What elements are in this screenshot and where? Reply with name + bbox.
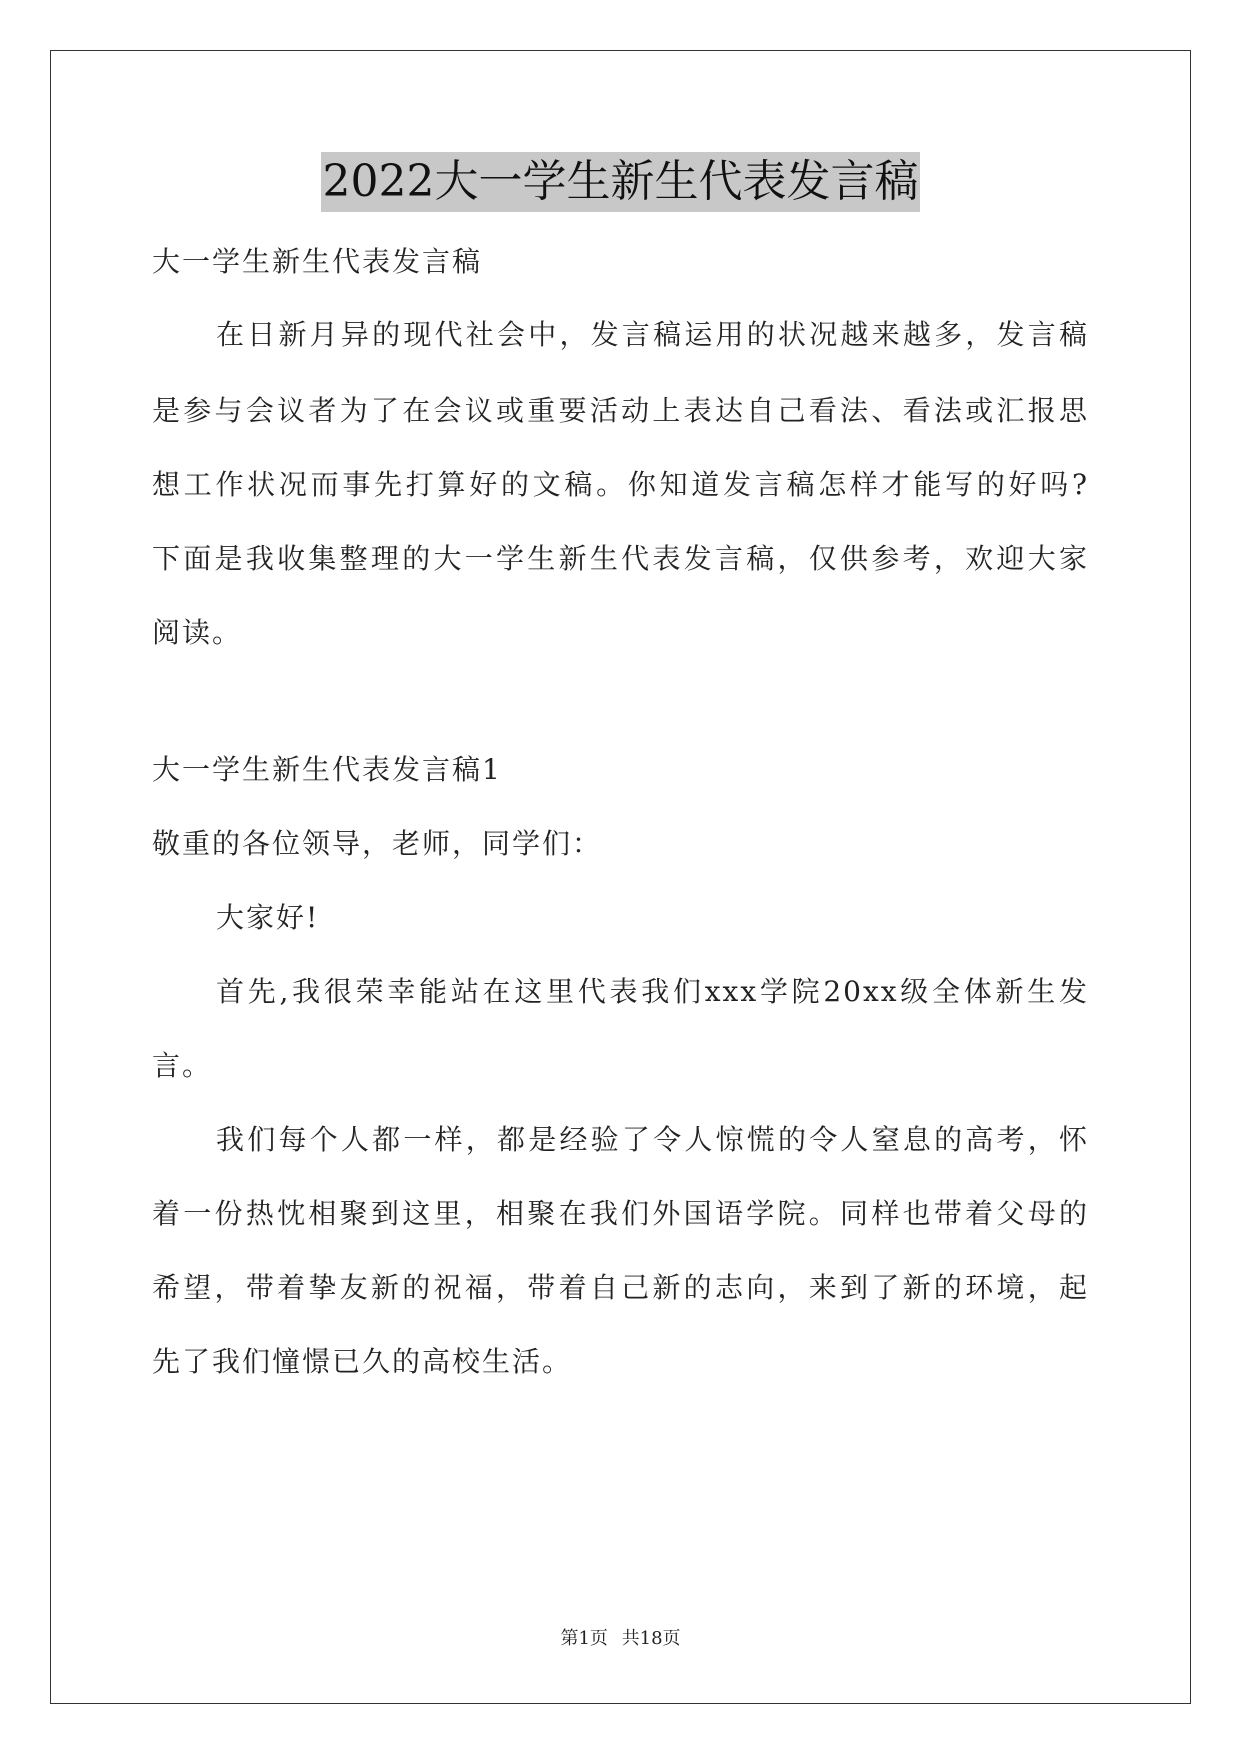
title-container	[0, 152, 1241, 212]
intro-line: 阅读。	[152, 616, 243, 649]
paragraph-line: 希望，带着挚友新的祝福，带着自己新的志向，来到了新的环境，起	[152, 1271, 1089, 1304]
intro-line: 是参与会议者为了在会议或重要活动上表达自己看法、看法或汇报思	[152, 394, 1089, 427]
paragraph-line: 我们每个人都一样，都是经验了令人惊慌的令人窒息的高考，怀	[216, 1123, 1089, 1156]
page-footer	[0, 1624, 1241, 1650]
paragraph-line: 首先,我很荣幸能站在这里代表我们xxx学院20xx级全体新生发	[216, 975, 1089, 1008]
paragraph-line: 着一份热忱相聚到这里，相聚在我们外国语学院。同样也带着父母的	[152, 1197, 1089, 1230]
intro-line: 在日新月异的现代社会中，发言稿运用的状况越来越多，发言稿	[216, 318, 1089, 351]
intro-line: 下面是我收集整理的大一学生新生代表发言稿，仅供参考，欢迎大家	[152, 542, 1089, 575]
page-number: 第1页	[560, 1628, 608, 1649]
page-total: 共18页	[621, 1628, 681, 1649]
salutation: 敬重的各位领导，老师，同学们：	[152, 827, 603, 860]
paragraph-line: 先了我们憧憬已久的高校生活。	[152, 1345, 573, 1378]
subtitle: 大一学生新生代表发言稿	[152, 245, 483, 278]
intro-line: 想工作状况而事先打算好的文稿。你知道发言稿怎样才能写的好吗?	[152, 468, 1089, 501]
paragraph-line: 言。	[152, 1049, 213, 1082]
page-border	[50, 50, 1191, 1704]
greeting: 大家好!	[216, 901, 320, 934]
section-heading: 大一学生新生代表发言稿1	[152, 753, 502, 786]
document-title: 2022大一学生新生代表发言稿	[321, 152, 921, 212]
